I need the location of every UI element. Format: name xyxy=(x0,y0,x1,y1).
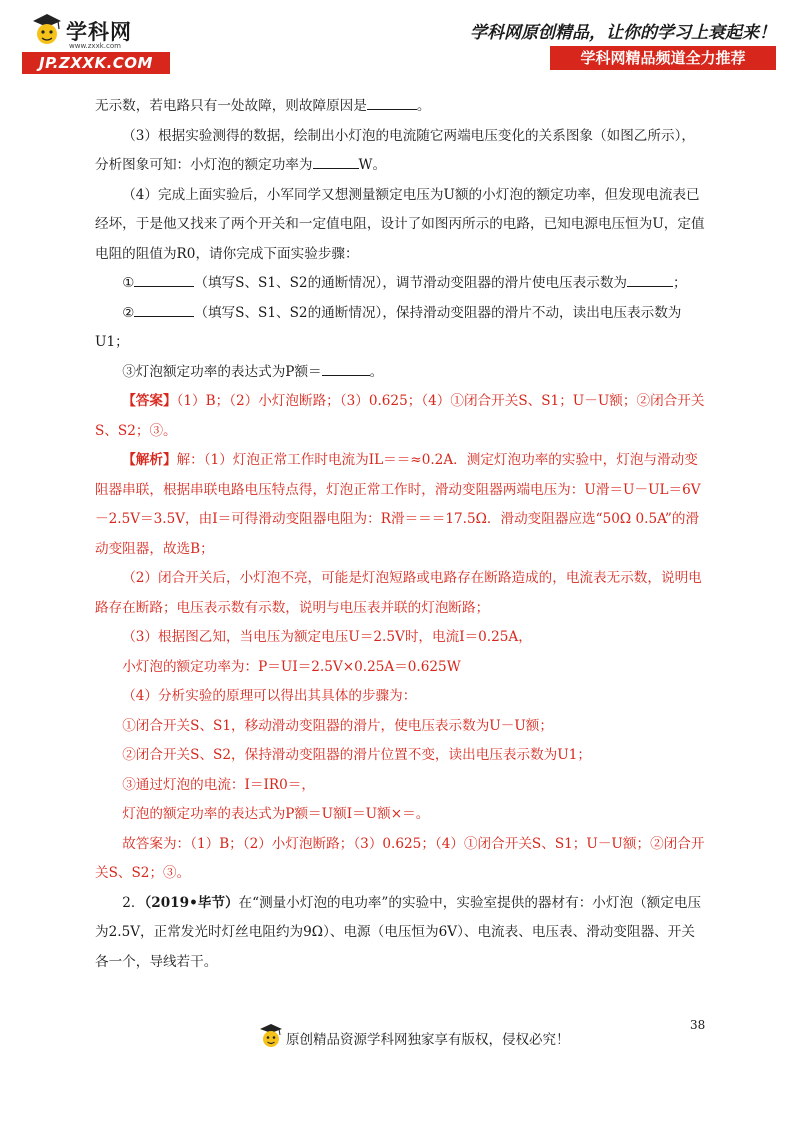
answer-blank xyxy=(134,272,194,287)
analysis-part3: （3）根据图乙知，当电压为额定电压U＝2.5V时，电流I＝0.25A， xyxy=(122,629,532,645)
analysis-text: 解：（1）灯泡正常工作时电流为IL＝＝≈0.2A．测定灯泡功率的实验中，灯泡与滑动变阻器串联，根据串联电路电压特点得，灯泡正常工作时，滑动变阻器两端电压为：U滑＝U－UL＝6V－2.5V＝3.5V，由I＝可得滑动变阻器电阻为：R滑＝＝＝17.5Ω．滑动变阻器应选“50Ω 0.5A”的滑动变阻器，故选B； xyxy=(95,452,701,557)
answer-text: （1）B；（2）小灯泡断路；（3）0.625；（4）①闭合开关S、S1；U－U额；②闭合开关S、S2；③。 xyxy=(95,393,705,439)
zxxk-logo[interactable] xyxy=(22,12,172,72)
analysis-power: 小灯泡的额定功率为：P＝UI＝2.5V×0.25A＝0.625W xyxy=(122,658,461,675)
analysis-step3: ③通过灯泡的电流：I＝IR0＝， xyxy=(122,776,315,793)
answer-blank xyxy=(313,154,359,169)
paragraph-fault xyxy=(95,92,707,122)
logo-title: 学科网 xyxy=(66,20,132,44)
analysis-paragraph xyxy=(95,446,707,564)
analysis-label: 【解析】 xyxy=(122,452,177,468)
text: （填写S、S1、S2的通断情况），调节滑动变阻器的滑片使电压表示数为 xyxy=(194,275,628,291)
header-slogan: 学科网原创精品，让你的学习上衰起来！ xyxy=(470,23,776,43)
answer-paragraph xyxy=(95,387,707,446)
paragraph-q3 xyxy=(95,122,707,181)
answer-blank xyxy=(322,361,370,376)
page-header xyxy=(0,0,800,80)
paragraph-q4: （4）完成上面实验后，小军同学又想测量额定电压为U额的小灯泡的额定功率，但发现电流表已经坏，于是他又找来了两个开关和一定值电阻，设计了如图丙所示的电路，已知电源电压恒为U，定值电阻的阻值为R0，请你完成下面实验步骤： xyxy=(95,186,705,262)
text: 无示数，若电路只有一处故障，则故障原因是 xyxy=(95,98,367,114)
text: （3）根据实验测得的数据，绘制出小灯泡的电流随它两端电压变化的关系图象（如图乙所示），分析图象可知：小灯泡的额定功率为 xyxy=(95,127,695,173)
text: 。 xyxy=(369,363,384,380)
step-3 xyxy=(95,358,707,388)
text: ； xyxy=(673,275,687,291)
text: ① xyxy=(122,275,135,291)
header-tagline: 学科网精品频道全力推荐 xyxy=(550,46,776,70)
question-text: 在“测量小灯泡的电功率”的实验中，实验室提供的器材有：小灯泡（额定电压为2.5V，正常发光时灯丝电阻约为9Ω）、电源（电压恒为6V）、电流表、电压表、滑动变阻器、开关各一个，导线若干。 xyxy=(95,894,702,970)
answer-label: 【答案】 xyxy=(122,393,177,409)
text: 。 xyxy=(416,98,431,114)
page-number: 38 xyxy=(690,1018,706,1032)
analysis-step1: ①闭合开关S、S1，移动滑动变阻器的滑片，使电压表示数为U－U额； xyxy=(122,717,553,734)
analysis-summary: 故答案为：（1）B；（2）小灯泡断路；（3）0.625；（4）①闭合开关S、S1；U－U额；②闭合开关S、S2；③。 xyxy=(95,835,705,881)
question-source: （2019•毕节） xyxy=(144,894,239,911)
text: W。 xyxy=(358,157,387,173)
analysis-expression: 灯泡的额定功率的表达式为P额＝U额I＝U额×＝。 xyxy=(122,806,430,822)
text: ③灯泡额定功率的表达式为P额＝ xyxy=(122,363,322,380)
answer-blank xyxy=(134,302,194,317)
graduate-mascot-icon xyxy=(258,1022,284,1050)
answer-blank xyxy=(627,272,673,287)
logo-subtitle: www.zxxk.com xyxy=(69,42,121,50)
analysis-part2: （2）闭合开关后，小灯泡不亮，可能是灯泡短路或电路存在断路造成的，电流表无示数，说明电路存在断路；电压表示数有示数，说明与电压表并联的灯泡断路； xyxy=(95,570,702,616)
question-number: 2． xyxy=(122,894,145,911)
analysis-part4: （4）分析实验的原理可以得出其具体的步骤为： xyxy=(122,688,417,704)
answer-blank xyxy=(367,95,417,110)
step-2 xyxy=(95,299,707,358)
analysis-step2: ②闭合开关S、S2，保持滑动变阻器的滑片位置不变，读出电压表示数为U1； xyxy=(122,747,591,763)
logo-site-url: JP.ZXXK.COM xyxy=(22,52,170,74)
question-2 xyxy=(95,889,707,978)
text: ② xyxy=(122,304,135,321)
text: （填写S、S1、S2的通断情况），保持滑动变阻器的滑片不动，读出电压表示数为U1； xyxy=(95,304,682,350)
document-body xyxy=(95,92,707,977)
step-1 xyxy=(95,269,707,299)
graduate-mascot-icon xyxy=(30,12,64,48)
copyright-notice: 原创精品资源学科网独家享有版权，侵权必究！ xyxy=(286,1032,570,1048)
